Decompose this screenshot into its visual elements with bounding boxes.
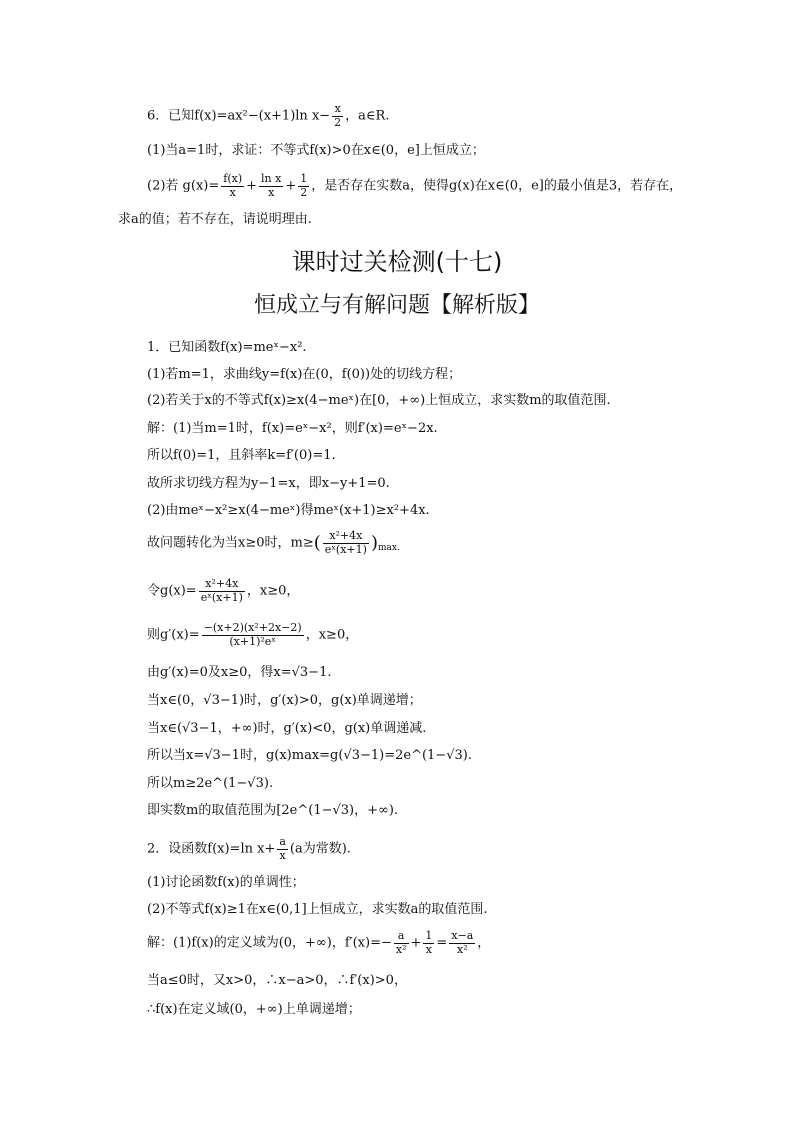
fraction-numerator: f(x) [223, 172, 243, 185]
p1-solution-line-6-end: ，x≥0， [246, 583, 300, 599]
p1-solution-line-2: 所以f(0)=1，且斜率k=f′(0)=1. [147, 448, 336, 463]
p2-part2: (2)不等式f(x)≥1在x∈(0,1]上恒成立，求实数a的取值范围. [147, 902, 488, 917]
fraction-denominator: x² [395, 942, 407, 956]
p2-solution-line-2: 当a≤0时，又x>0，∴x−a>0，∴f′(x)>0， [147, 973, 407, 988]
fraction-numerator: a [279, 835, 286, 848]
p2-stem-text: 2．设函数f(x)=ln x+ [147, 841, 276, 857]
fraction-numerator: x²+4x [199, 578, 245, 592]
page-title: 课时过关检测(十七) [291, 248, 503, 276]
fraction-denominator: 2 [300, 185, 308, 199]
q6-part2 [147, 173, 682, 199]
fraction-denominator: (x+1)²eˣ [229, 634, 276, 648]
fraction-numerator: 1 [300, 172, 308, 185]
left-paren: ( [313, 532, 321, 554]
q6-part1: (1)当a=1时，求证：不等式f(x)>0在x∈(0，e]上恒成立； [147, 143, 485, 158]
q6-part2-fraction-3 [298, 173, 309, 199]
plus-sign: + [246, 178, 258, 194]
fraction-denominator: x [425, 942, 433, 956]
fraction-denominator: 2 [334, 115, 342, 129]
equals-sign: = [436, 935, 448, 951]
p1-solution-line-7-end: ，x≥0， [305, 627, 359, 643]
fraction-denominator: x [279, 848, 286, 862]
p2-part1: (1)讨论函数f(x)的单调性； [147, 875, 305, 890]
p2-solution-line-1-end: ， [477, 935, 491, 951]
p1-solution-line-10: 当x∈(√3−1，+∞)时，g′(x)<0，g(x)单调递减. [147, 721, 427, 736]
fraction-denominator: eˣ(x+1) [324, 542, 367, 556]
p2-solution-fraction-2 [423, 930, 434, 956]
q6-part2-fraction-1 [221, 173, 244, 199]
p1-solution-line-3: 故所求切线方程为y−1=x，即x−y+1=0. [147, 476, 390, 491]
p1-solution-line-7-fraction [202, 622, 304, 648]
p2-solution-line-3: ∴f(x)在定义域(0，+∞)上单调递增； [147, 1002, 361, 1017]
plus-sign: + [285, 178, 297, 194]
p1-solution-line-5-fraction [323, 530, 369, 556]
right-paren: ) [370, 532, 378, 554]
q6-part2-text-end: ，是否存在实数a，使得g(x)在x∈(0，e]的最小值是3，若存在， [311, 178, 683, 194]
fraction-numerator: −(x+2)(x²+2x−2) [203, 621, 302, 634]
p1-solution-line-11: 所以当x=√3−1时，g(x)max=g(√3−1)=2e^(1−√3). [147, 748, 472, 763]
page-subtitle: 恒成立与有解问题【解析版】 [253, 293, 540, 318]
fraction-denominator: x [229, 185, 236, 199]
p1-solution-line-6-fraction [199, 578, 245, 604]
p1-part2: (2)若关于x的不等式f(x)≥x(4−meˣ)在[0，+∞)上恒成立，求实数m的取值范围. [147, 393, 611, 408]
p2-solution-fraction-1 [394, 930, 409, 956]
fraction-numerator: 1 [425, 929, 433, 942]
q6-part2-text: (2)若 g(x)= [147, 178, 220, 194]
p1-solution-line-5-text: 故问题转化为当x≥0时，m≥ [147, 535, 314, 551]
max-subscript: max. [377, 543, 400, 554]
p1-solution-line-6-text: 令g(x)= [147, 583, 197, 599]
p1-solution-line-1: 解：(1)当m=1时，f(x)=eˣ−x²，则f′(x)=eˣ−2x. [147, 421, 438, 436]
p2-stem-end: (a为常数). [289, 841, 351, 857]
p1-solution-line-6 [147, 578, 299, 604]
p1-part1: (1)若m=1，求曲线y=f(x)在(0，f(0))处的切线方程； [147, 367, 462, 382]
p2-solution-line-1-text: 解：(1)f(x)的定义域为(0，+∞)，f′(x)=− [147, 935, 392, 951]
fraction-denominator: eˣ(x+1) [200, 590, 243, 604]
p2-solution-fraction-3 [449, 930, 475, 956]
p1-solution-line-9: 当x∈(0，√3−1)时，g′(x)>0，g(x)单调递增； [147, 693, 422, 708]
p2-stem [147, 836, 351, 862]
q6-stem-end: ，a∈R. [345, 108, 390, 124]
p1-solution-line-7-text: 则g′(x)= [147, 627, 200, 643]
q6-part2-fraction-2 [259, 173, 283, 199]
p1-solution-line-4: (2)由meˣ−x²≥x(4−meˣ)得meˣ(x+1)≥x²+4x. [147, 503, 430, 518]
p1-solution-line-13: 即实数m的取值范围为[2e^(1−√3)，+∞). [147, 803, 399, 818]
q6-stem [147, 103, 389, 129]
p1-solution-line-8: 由g′(x)=0及x≥0，得x=√3−1. [147, 665, 332, 680]
plus-sign: + [410, 935, 422, 951]
p1-solution-line-7 [147, 622, 358, 648]
fraction-numerator: x [332, 103, 343, 117]
p2-solution-line-1 [147, 930, 490, 956]
q6-part2-continued: 求a的值；若不存在，请说明理由. [118, 212, 312, 227]
fraction-numerator: ln x [261, 172, 282, 185]
p1-solution-line-5 [147, 530, 400, 556]
p1-solution-line-12: 所以m≥2e^(1−√3). [147, 776, 274, 791]
fraction-denominator: x² [456, 942, 468, 956]
fraction-denominator: x [268, 185, 275, 199]
p1-stem: 1．已知函数f(x)=meˣ−x². [147, 340, 307, 355]
q6-stem-fraction [332, 103, 343, 129]
fraction-numerator: x−a [451, 929, 474, 942]
q6-stem-text: 6．已知f(x)=ax²−(x+1)ln x− [147, 108, 331, 124]
p2-stem-fraction [277, 836, 288, 862]
fraction-numerator: a [394, 930, 409, 944]
fraction-numerator: x²+4x [323, 530, 369, 544]
